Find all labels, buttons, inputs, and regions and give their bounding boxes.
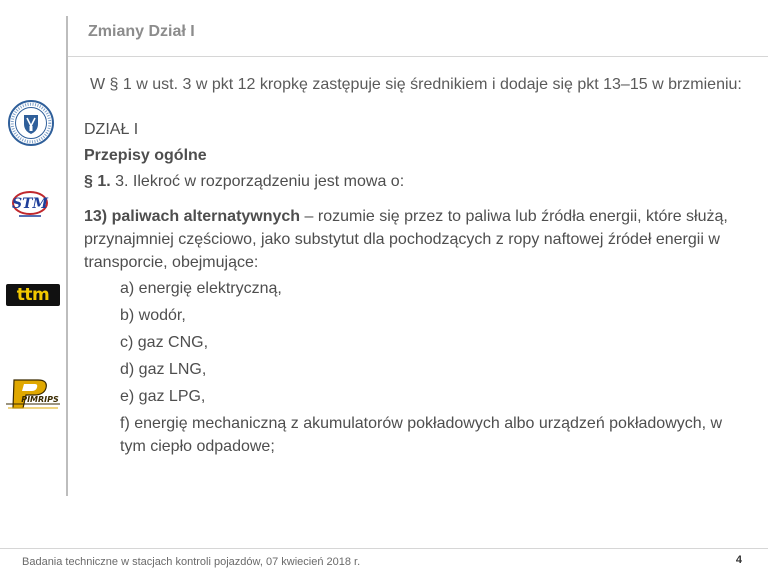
paragraph-number: § 1. — [84, 173, 111, 190]
university-seal-logo — [8, 100, 54, 146]
content-body — [84, 118, 734, 462]
list-item: a) energię elektryczną, — [120, 280, 282, 297]
pimrips-logo — [4, 378, 62, 412]
list-item: c) gaz CNG, — [120, 334, 209, 351]
svg-text:PIMRIPS: PIMRIPS — [21, 395, 59, 404]
paragraph-text: 3. Ilekroć w rozporządzeniu jest mowa o: — [110, 173, 405, 190]
paragraph-line — [84, 170, 734, 193]
definition-term: 13) paliwach alternatywnych — [84, 208, 301, 225]
page-number: 4 — [735, 554, 742, 566]
intro-text: W § 1 w ust. 3 w pkt 12 kropkę zastępuje się średnikiem i dodaje się pkt 13–15 w brzmieniu: — [90, 76, 742, 93]
list-item: d) gaz LNG, — [120, 361, 207, 378]
vertical-divider — [66, 16, 68, 496]
stm-logo — [10, 188, 50, 220]
ttm-logo: ttm — [6, 284, 60, 306]
svg-text:STM: STM — [11, 196, 49, 212]
definition-text: – rozumie się przez to paliwa lub źródła energii, które służą, przynajmniej częściowo, jako substytut dla pochodzących z ropy naftowej źródeł energii w transporcie, obejmujące: — [84, 208, 728, 271]
footer-divider — [0, 548, 768, 549]
definition-paragraph — [84, 205, 734, 274]
list-item: e) gaz LPG, — [120, 388, 206, 405]
list-item: b) wodór, — [120, 307, 186, 324]
slide-title: Zmiany Dział I — [88, 23, 195, 40]
title-divider — [68, 56, 768, 57]
footer-text: Badania techniczne w stacjach kontroli pojazdów, 07 kwiecień 2018 r. — [22, 556, 361, 568]
fuel-list — [120, 277, 734, 458]
section-subheading: Przepisy ogólne — [84, 147, 207, 164]
section-heading: DZIAŁ I — [84, 121, 139, 138]
list-item: f) energię mechaniczną z akumulatorów pokładowych albo urządzeń pokładowych, w tym ciepło odpadowe; — [120, 415, 723, 455]
